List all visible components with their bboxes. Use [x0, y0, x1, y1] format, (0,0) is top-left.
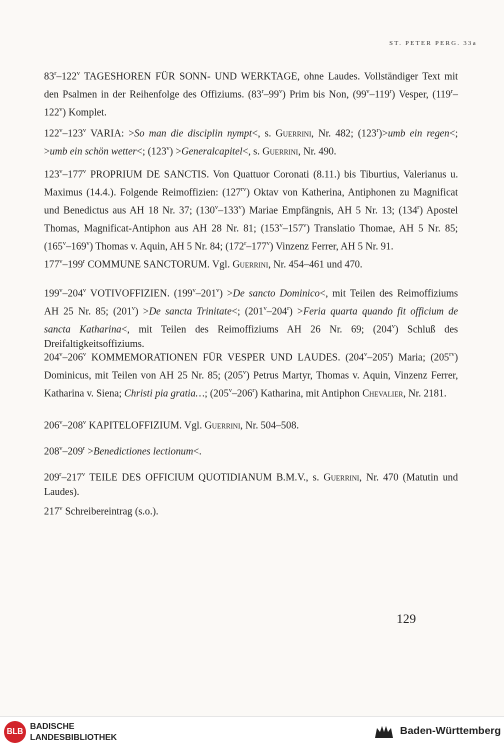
entry-text-segment: v — [364, 351, 368, 358]
entry-votivoffizien — [44, 284, 458, 353]
entry-text-segment: Benedictiones lectionum — [93, 446, 194, 458]
entry-text-segment: r — [82, 445, 86, 452]
entry-text-segment: v — [131, 305, 136, 313]
entry-text-segment: v — [76, 70, 80, 77]
entry-text-segment: ) Thomas v. Aquin, AH 5 Nr. 84; (172 — [89, 241, 245, 253]
entry-text-segment: v — [81, 471, 86, 478]
entry-text-segment: v — [238, 204, 242, 212]
entry-kapiteloffizium — [44, 416, 458, 434]
entry-text-segment: r — [387, 351, 390, 358]
entry-text-segment: , Nr. 470 (Matutin und Laudes). — [44, 472, 458, 499]
entry-benedictiones — [44, 442, 458, 460]
entry-text-segment: Feria quarta quando fit officium de sancta Katharina — [44, 306, 459, 336]
entry-text-segment: ) Vesper, (119 — [391, 89, 451, 101]
entry-text-segment: <; (201 — [231, 306, 264, 318]
entry-text-segment: ) Vinzenz Ferrer, AH 5 Nr. 91. — [269, 241, 394, 253]
entry-text-segment: KOMMEMORATIONEN FÜR VESPER UND LAUDES. (204 — [86, 352, 364, 364]
entry-text-segment: Christi pia gratia… — [124, 388, 205, 400]
entry-text-segment: v — [82, 168, 87, 175]
entry-text-segment: v — [82, 419, 87, 426]
entry-text-segment: r — [54, 70, 57, 77]
entry-text-segment: –123 — [62, 128, 83, 140]
entry-text-segment: –133 — [218, 205, 239, 217]
entry-commune-sanctorum — [44, 255, 458, 273]
entry-text-segment: v — [228, 387, 232, 395]
entry-text-segment: r — [82, 258, 86, 265]
entry-text-segment: r — [261, 88, 264, 96]
entry-text-segment: rv — [240, 186, 247, 194]
entry-text-segment: v — [263, 305, 267, 313]
entry-text-segment: 123 — [44, 169, 60, 181]
entry-text-segment: –217 — [61, 472, 82, 484]
entry-text-segment: Schreibereintrag (s.o.). — [62, 506, 159, 518]
entry-text-segment: –119 — [369, 89, 390, 101]
entry-text-segment: –177 — [246, 241, 267, 253]
entry-text-segment: –204 — [266, 306, 288, 318]
entry-text-segment: 177 — [44, 259, 60, 271]
entry-text-segment: v — [59, 351, 63, 358]
entry-tageshoren — [44, 67, 458, 121]
entry-text-segment: ) > — [135, 306, 149, 318]
entry-text-segment: ) Apostel Thomas, Magnificat-Antiphon aus AH 28 Nr. 81; (153 — [44, 205, 458, 235]
entry-text-segment: v — [59, 106, 63, 114]
entry-text-segment: r — [59, 471, 62, 478]
entry-text-segment: ) Dominicus, mit Teilen von AH 25 Nr. 85; (205 — [44, 352, 458, 382]
entry-schreibereintrag — [44, 502, 458, 520]
entry-text-segment: ; (205 — [204, 388, 229, 400]
entry-text-segment: –122 — [56, 71, 77, 83]
entry-text-segment: ) > — [219, 288, 233, 300]
entry-text-segment: <; > — [44, 128, 458, 158]
entry-text-segment: v — [59, 505, 63, 512]
entry-text-segment: –205 — [367, 352, 388, 364]
entry-text-segment: <, mit Teilen des Reimoffiziums AH 26 Nr. 69; (204 — [121, 324, 392, 336]
entry-text-segment: v — [86, 240, 90, 248]
entry-text-segment: –199 — [62, 259, 83, 271]
entry-text-segment: –177 — [62, 169, 83, 181]
entry-text-segment: 122 — [44, 128, 60, 140]
entry-text-segment: ) Translatio Thomae, AH 5 Nr. 85; (165 — [44, 223, 458, 253]
entry-text-segment: ) > — [289, 306, 304, 318]
entry-text-segment: umb ein schön wetter — [49, 146, 137, 158]
entry-text-segment: De sancto Dominico — [232, 288, 320, 300]
library-name-line1: BADISCHE — [30, 721, 75, 731]
entry-text-segment: Guerrini — [323, 472, 360, 484]
entry-text-segment: ) Katharina, mit Antiphon — [254, 388, 363, 400]
entry-text-segment: <. — [193, 446, 202, 458]
entry-text-segment: TEILE DES OFFICIUM QUOTIDIANUM B.M.V., s. — [85, 472, 324, 484]
entry-text-segment: v — [59, 445, 63, 452]
entry-text-segment: r — [417, 204, 420, 212]
entry-text-segment: COMMUNE SANCTORUM. Vgl. — [85, 259, 233, 271]
entry-text-segment: De sancta Trinitate — [148, 306, 232, 318]
entry-text-segment: 217 — [44, 506, 60, 518]
state-name[interactable]: Baden-Württemberg — [400, 725, 501, 737]
entry-text-segment: r — [450, 88, 453, 96]
entry-text-segment: Guerrini — [204, 420, 241, 432]
entry-text-segment: <; (123 — [136, 146, 167, 158]
entry-kommemorationen — [44, 348, 458, 402]
entry-text-segment: TAGESHOREN FÜR SONN- UND WERKTAGE, ohne Laudes. Vollständiger Text mit den Psalmen in der Reihenfolge des Offiziums. (83 — [44, 71, 458, 101]
entry-text-segment: v — [82, 351, 87, 358]
entry-text-segment: –201 — [195, 288, 217, 300]
entry-text-segment: v — [216, 287, 220, 294]
entry-text-segment: v — [59, 287, 63, 294]
entry-text-segment: VARIA: > — [86, 128, 135, 140]
entry-text-segment: <, s. — [251, 128, 276, 140]
entry-text-segment: 209 — [44, 472, 60, 484]
entry-text-segment: 206 — [44, 420, 60, 432]
entry-text-segment: v — [192, 287, 196, 294]
library-name[interactable] — [30, 721, 117, 742]
entry-text-segment: ) Mariae Empfängnis, AH 5 Nr. 13; (134 — [241, 205, 418, 217]
entry-text-segment: ) > — [169, 146, 182, 158]
baden-wuerttemberg-lions-icon[interactable] — [373, 724, 395, 740]
entry-text-segment: r — [389, 88, 392, 96]
library-name-line2: LANDESBIBLIOTHEK — [30, 731, 117, 742]
entry-officium-quotidianum — [44, 468, 458, 501]
entry-text-segment: r — [376, 127, 379, 134]
entry-text-segment: ) Prim bis Non, (99 — [282, 89, 367, 101]
entry-text-segment: , Nr. 504–508. — [240, 420, 299, 432]
entry-text-segment: v — [279, 222, 283, 230]
entry-text-segment: ) Schluß des Dreifaltigkeitsoffiziums. — [44, 324, 458, 351]
entry-text-segment: v — [59, 419, 63, 426]
entry-text-segment: , Nr. 2181. — [403, 388, 447, 400]
entry-text-segment: v — [366, 88, 370, 96]
entry-text-segment: Generalcapitel — [181, 146, 243, 158]
entry-text-segment: –208 — [62, 420, 83, 432]
entry-text-segment: v — [214, 204, 219, 212]
entry-text-segment: v — [59, 168, 63, 175]
entry-text-segment: ) Oktav von Katherina, Antiphonen zu Magnificat und Benedictus aus AH 18 Nr. 37; (130 — [44, 187, 458, 217]
entry-text-segment: , Nr. 482; (123 — [311, 128, 377, 140]
entry-text-segment: –157 — [282, 223, 304, 235]
entry-text-segment: v — [303, 222, 307, 230]
entry-text-segment: r — [287, 305, 290, 313]
entry-text-segment: v — [59, 258, 63, 265]
entry-text-segment: –209 — [62, 446, 83, 458]
entry-proprium-de-sanctis — [44, 165, 458, 255]
entry-text-segment: v — [278, 88, 283, 96]
entry-text-segment: 199 — [44, 288, 60, 300]
entry-text-segment: )> — [378, 128, 388, 140]
entry-text-segment: r — [244, 240, 247, 248]
entry-text-segment: ) Komplet. — [62, 107, 107, 119]
blb-logo-icon[interactable]: BLB — [4, 721, 26, 743]
entry-text-segment: v — [266, 240, 270, 248]
entry-text-segment: v — [62, 240, 66, 248]
entry-text-segment: VOTIVOFFIZIEN. (199 — [86, 288, 193, 300]
entry-text-segment: 208 — [44, 446, 60, 458]
entry-text-segment: –122 — [44, 89, 458, 119]
running-head: ST. PETER PERG. 33a — [389, 40, 477, 47]
entry-text-segment: v — [166, 145, 170, 153]
entry-text-segment: –169 — [65, 241, 87, 253]
entry-text-segment: 83 — [44, 71, 55, 83]
entry-text-segment: v — [391, 323, 395, 331]
entry-text-segment: , Nr. 454–461 und 470. — [268, 259, 363, 271]
entry-text-segment: v — [59, 127, 63, 134]
entry-text-segment: 204 — [44, 352, 60, 364]
entry-text-segment: ) Maria; (205 — [389, 352, 450, 364]
entry-text-segment: Chevalier — [362, 388, 404, 400]
entry-text-segment: Guerrini — [232, 259, 269, 271]
entry-text-segment: –206 — [231, 388, 253, 400]
entry-text-segment: , Nr. 490. — [298, 146, 337, 158]
entry-text-segment: Guerrini — [275, 128, 312, 140]
entry-text-segment: KAPITELOFFIZIUM. Vgl. — [86, 420, 205, 432]
entry-text-segment: v — [242, 369, 247, 377]
entry-text-segment: –99 — [263, 89, 279, 101]
entry-text-segment: So man die disciplin nympt — [134, 128, 252, 140]
entry-text-segment: rv — [449, 351, 455, 358]
entry-varia — [44, 124, 458, 160]
entry-text-segment: Guerrini — [262, 146, 299, 158]
entry-text-segment: <, s. — [242, 146, 263, 158]
entry-text-segment: > — [85, 446, 94, 458]
entry-text-segment: r — [252, 387, 255, 395]
entry-text-segment: –204 — [62, 288, 83, 300]
entry-text-segment: v — [82, 287, 87, 294]
entry-text-segment: umb ein regen — [387, 128, 450, 140]
entry-text-segment: <, mit Teilen des Reimoffiziums AH 25 Nr. 85; (201 — [44, 288, 459, 318]
page-number: 129 — [396, 611, 416, 626]
entry-text-segment: ) Petrus Martyr, Thomas v. Aquin, Vinzenz Ferrer, Katharina v. Siena; — [44, 370, 458, 400]
entry-text-segment: –206 — [62, 352, 83, 364]
entry-text-segment: v — [82, 127, 87, 134]
entry-text-segment: PROPRIUM DE SANCTIS. Von Quattuor Coronati (8.11.) bis Tiburtius, Valerianus u. Maximus (14.4.). Folgende Reimoffizien: (127 — [44, 169, 458, 199]
